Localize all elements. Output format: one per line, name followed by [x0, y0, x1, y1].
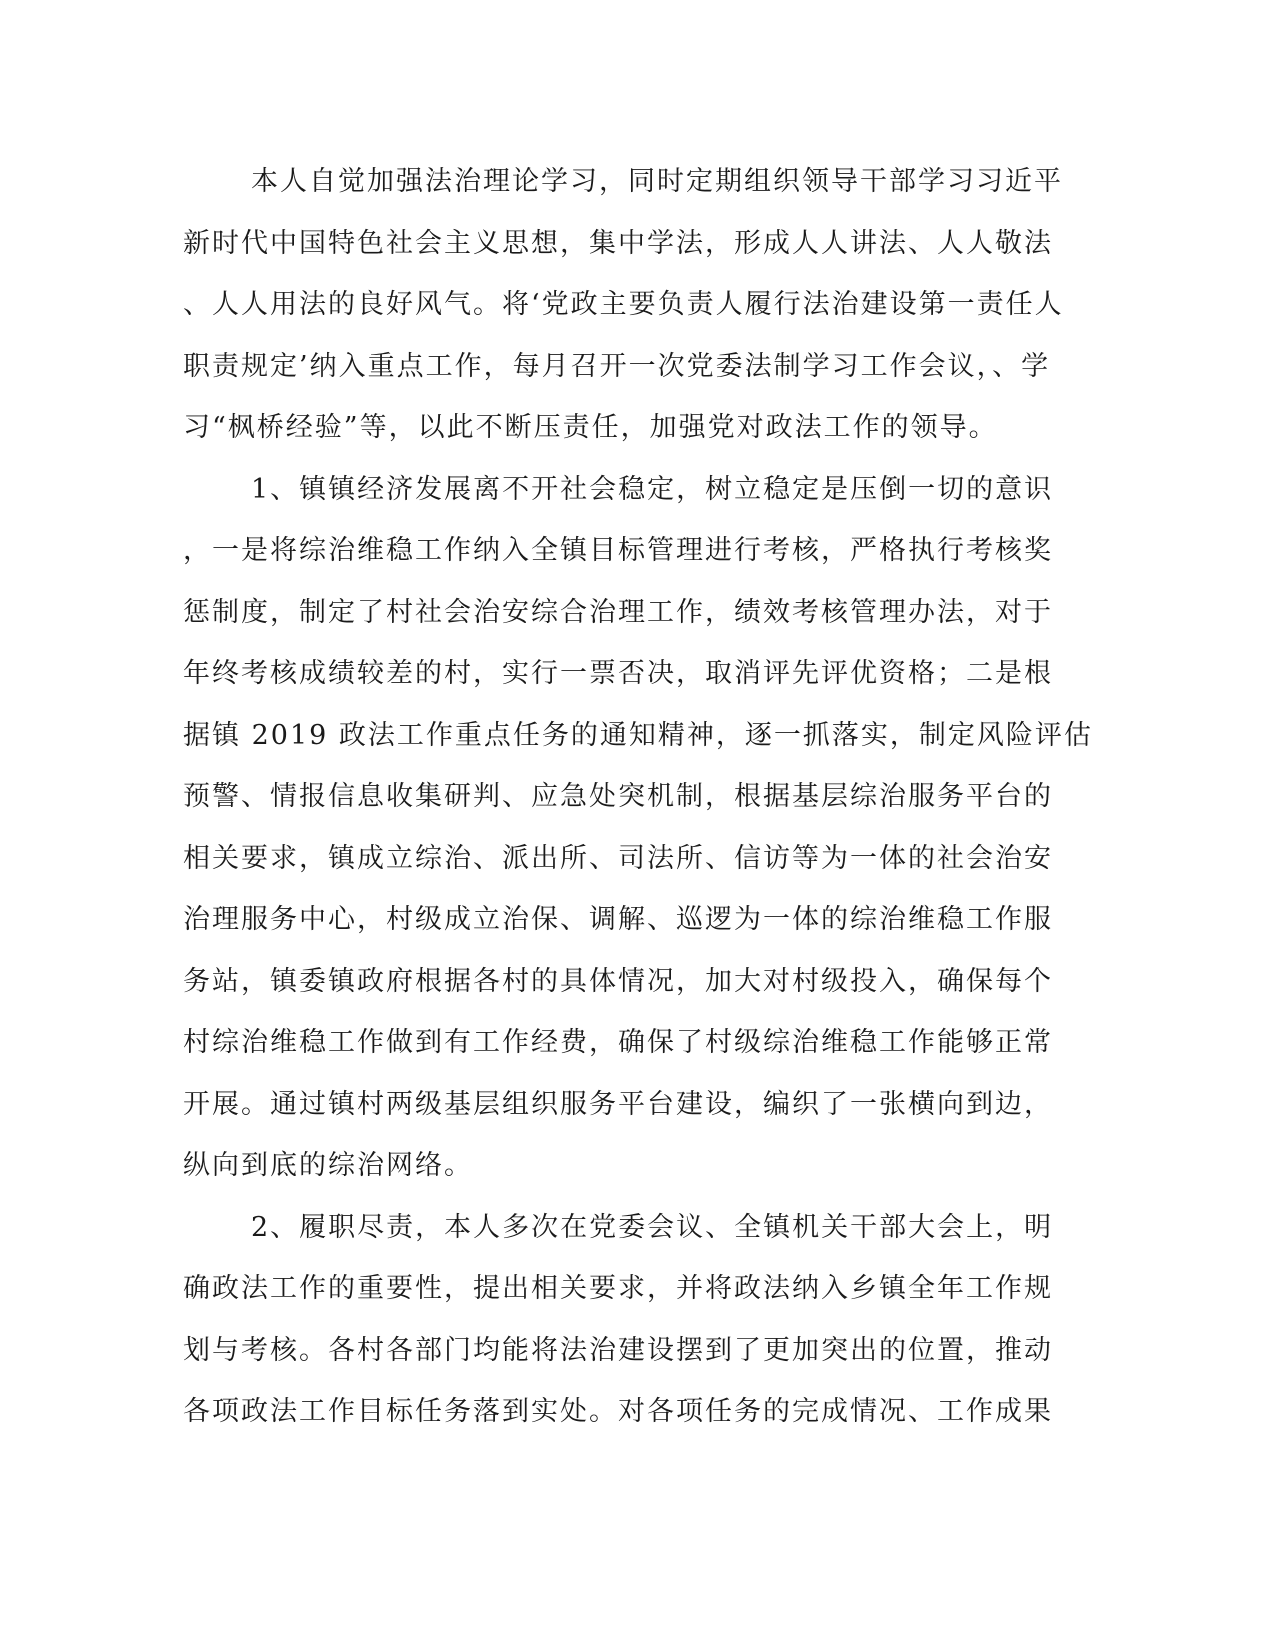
text-line: 村综治维稳工作做到有工作经费，确保了村级综治维稳工作能够正常: [183, 1027, 1053, 1058]
text-line: 习“枫桥经验”等，以此不断压责任，加强党对政法工作的领导。: [183, 412, 998, 443]
text-line: 1、镇镇经济发展离不开社会稳定，树立稳定是压倒一切的意识: [251, 473, 1054, 505]
text-line: 开展。通过镇村两级基层组织服务平台建设，编织了一张横向到边，: [183, 1088, 1053, 1120]
text-line: 年终考核成绩较差的村，实行一票否决，取消评先评优资格；二是根: [183, 658, 1053, 689]
text-line: 、人人用法的良好风气。将‘党政主要负责人履行法治建设第一责任人: [183, 289, 1064, 320]
text-line: 本人自觉加强法治理论学习，同时定期组织领导干部学习习近平: [251, 166, 1063, 197]
text-line: 划与考核。各村各部门均能将法治建设摆到了更加突出的位置，推动: [183, 1334, 1053, 1366]
paragraph-item-1: [183, 470, 1093, 1208]
text-line: 惩制度，制定了村社会治安综合治理工作，绩效考核管理办法，对于: [183, 596, 1053, 628]
text-line: 各项政法工作目标任务落到实处。对各项任务的完成情况、工作成果: [183, 1396, 1053, 1427]
text-line: 据镇 2019 政法工作重点任务的通知精神，逐一抓落实，制定风险评估: [183, 719, 1093, 751]
document-body: [183, 162, 1093, 1454]
text-line: 治理服务中心，村级成立治保、调解、巡逻为一体的综治维稳工作服: [183, 904, 1053, 935]
text-line: 2、履职尽责，本人多次在党委会议、全镇机关干部大会上，明: [251, 1211, 1054, 1243]
text-line: 相关要求，镇成立综治、派出所、司法所、信访等为一体的社会治安: [183, 842, 1053, 874]
text-line: 纵向到底的综治网络。: [183, 1150, 473, 1181]
text-line: 确政法工作的重要性，提出相关要求，并将政法纳入乡镇全年工作规: [183, 1273, 1053, 1304]
paragraph-intro: [183, 162, 1063, 470]
text-line: 预警、情报信息收集研判、应急处突机制，根据基层综治服务平台的: [183, 781, 1053, 812]
text-line: 务站，镇委镇政府根据各村的具体情况，加大对村级投入，确保每个: [183, 965, 1053, 997]
text-line: 新时代中国特色社会主义思想，集中学法，形成人人讲法、人人敬法: [183, 227, 1053, 259]
text-line: ，一是将综治维稳工作纳入全镇目标管理进行考核，严格执行考核奖: [183, 535, 1053, 566]
text-line: 职责规定’纳入重点工作，每月召开一次党委法制学习工作会议，、学: [183, 350, 1051, 382]
paragraph-item-2: [183, 1208, 1063, 1454]
